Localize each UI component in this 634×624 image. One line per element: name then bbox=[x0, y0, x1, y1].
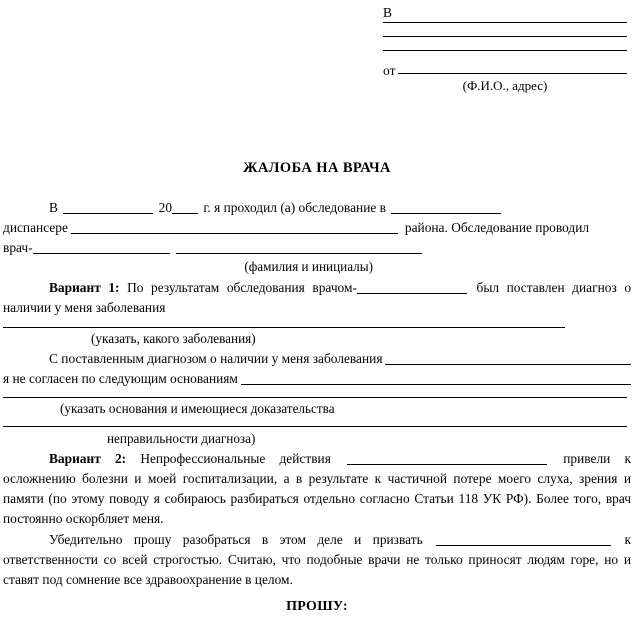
closing-heading: ПРОШУ: bbox=[286, 599, 348, 614]
addressee-blank-line-3[interactable] bbox=[383, 50, 627, 51]
addressee-blank-line-1[interactable] bbox=[383, 22, 627, 23]
variant1-doctor-blank[interactable] bbox=[357, 280, 467, 294]
intro-doctor-specialty-blank[interactable] bbox=[33, 253, 170, 254]
sender-from-label: от bbox=[383, 62, 396, 78]
page-title: ЖАЛОБА НА ВРАЧА bbox=[243, 160, 391, 176]
intro-dispensary-row bbox=[3, 218, 631, 238]
sender-blank-line[interactable] bbox=[398, 73, 627, 74]
intro-doctor-name-blank[interactable] bbox=[176, 253, 422, 254]
intro-part2: г. я проходил (а) обследование в bbox=[203, 200, 386, 215]
variant2-actions-blank[interactable] bbox=[347, 451, 547, 465]
conclusion-text1: Убедительно прошу разобраться в этом деле и призвать bbox=[49, 532, 423, 547]
variant1-grounds-rule-1[interactable] bbox=[3, 397, 627, 398]
sender-caption: (Ф.И.О., адрес) bbox=[462, 78, 548, 93]
variant1-grounds-rule-2[interactable] bbox=[3, 426, 627, 427]
intro-year-prefix: 20 bbox=[158, 200, 173, 215]
variant1-disagree-row-1 bbox=[3, 349, 631, 369]
variant1-caption3: неправильности диагноза) bbox=[107, 431, 256, 446]
sender-row bbox=[383, 64, 627, 78]
conclusion-text2: к ответственности со всей строгостью. Считаю, что подобные врачи не только приносят людям горе, но и ставят под сомнение все здравоохранение в целом. bbox=[3, 532, 631, 587]
addressee-to-label: В bbox=[383, 5, 393, 20]
intro-place-blank[interactable] bbox=[391, 200, 501, 214]
intro-doctor-row bbox=[3, 238, 631, 258]
variant2-text1: Непрофессиональные действия bbox=[140, 451, 331, 466]
variant1-label: Вариант 1: bbox=[49, 280, 120, 295]
variant1-text3: С поставленным диагнозом о наличии у меня заболевания bbox=[49, 351, 383, 366]
variant1-diagnosis-rule[interactable] bbox=[3, 327, 565, 328]
intro-part3: диспансере bbox=[3, 220, 68, 235]
variant1-paragraph bbox=[3, 278, 631, 318]
addressee-blank-line-2[interactable] bbox=[383, 36, 627, 37]
addressee-block bbox=[375, 6, 627, 92]
intro-caption: (фамилия и инициалы) bbox=[244, 259, 373, 274]
variant1-text2: был поставлен диагноз о наличии у меня заболевания bbox=[3, 280, 632, 315]
intro-part1: В bbox=[49, 200, 58, 215]
variant2-label: Вариант 2: bbox=[49, 451, 127, 466]
variant1-disagree-row-2 bbox=[3, 369, 631, 389]
variant1-text1: По результатам обследования врачом- bbox=[127, 280, 357, 295]
intro-month-blank[interactable] bbox=[63, 200, 153, 214]
intro-part4: района. Обследование проводил bbox=[404, 220, 590, 235]
intro-year-blank[interactable] bbox=[172, 200, 198, 214]
intro-paragraph bbox=[3, 198, 631, 218]
variant1-caption1: (указать, какого заболевания) bbox=[91, 331, 256, 346]
variant2-text2: привели к осложнению болезни и моей госпитализации, а в результате к частичной потере моего слуха, зрения и памяти (по этому поводу я собираюсь разбираться отдельно согласно Статьи 118 УК РФ). Более того, врач постоянно оскорбляет меня. bbox=[3, 451, 631, 526]
conclusion-paragraph bbox=[3, 530, 631, 590]
variant1-text4: я не согласен по следующим основаниям bbox=[3, 371, 238, 386]
intro-part5: врач- bbox=[3, 240, 33, 255]
variant1-caption2: (указать основания и имеющиеся доказательства bbox=[60, 401, 335, 416]
variant1-grounds-blank[interactable] bbox=[241, 384, 631, 385]
conclusion-person-blank[interactable] bbox=[436, 532, 611, 546]
variant1-diagnosis-blank[interactable] bbox=[385, 364, 631, 365]
document-body bbox=[3, 198, 631, 590]
intro-dispensary-blank[interactable] bbox=[71, 233, 398, 234]
variant2-paragraph bbox=[3, 449, 631, 529]
